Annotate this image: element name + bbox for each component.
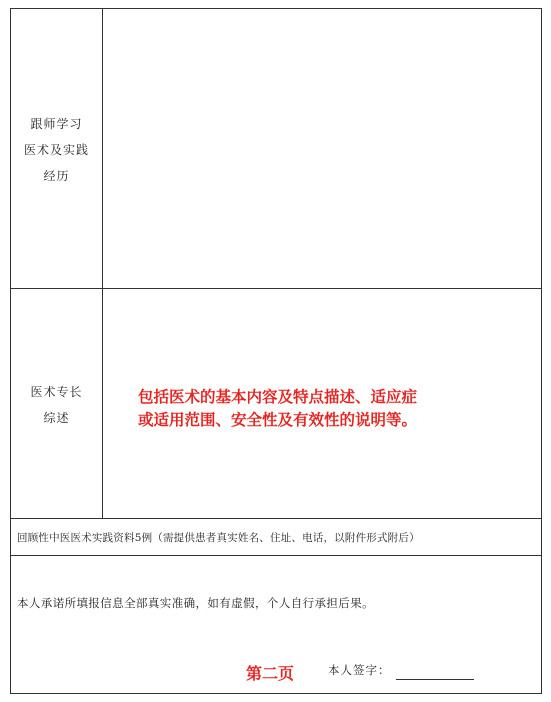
pledge-statement: 本人承诺所填报信息全部真实准确，如有虚假，个人自行承担后果。 xyxy=(17,596,374,610)
application-form-page xyxy=(10,8,542,694)
specialty-summary-label xyxy=(11,379,102,431)
study-experience-field[interactable] xyxy=(104,9,541,288)
specialty-label-line-2: 综述 xyxy=(43,411,70,425)
row-divider-1 xyxy=(11,288,541,289)
study-label-line-2: 医术及实践 xyxy=(23,143,89,157)
specialty-hint-line-2: 或适用范围、安全性及有效性的说明等。 xyxy=(138,411,418,429)
cases-note: 回顾性中医医术实践资料5例（需提供患者真实姓名、住址、电话，以附件形式附后） xyxy=(17,532,420,544)
specialty-hint-line-1: 包括医术的基本内容及特点描述、适应症 xyxy=(138,388,418,406)
study-experience-label xyxy=(11,111,102,189)
specialty-label-line-1: 医术专长 xyxy=(30,385,83,399)
signature-label: 本人签字： xyxy=(328,663,391,677)
page-number-mark: 第二页 xyxy=(246,664,295,683)
specialty-hint-text xyxy=(138,386,417,432)
label-column-divider xyxy=(102,9,103,518)
row-divider-3 xyxy=(11,555,541,556)
specialty-summary-field[interactable] xyxy=(104,290,541,518)
study-label-line-1: 跟师学习 xyxy=(30,117,83,131)
row-divider-2 xyxy=(11,518,541,519)
study-label-line-3: 经历 xyxy=(43,169,70,183)
signature-line[interactable] xyxy=(396,679,474,680)
